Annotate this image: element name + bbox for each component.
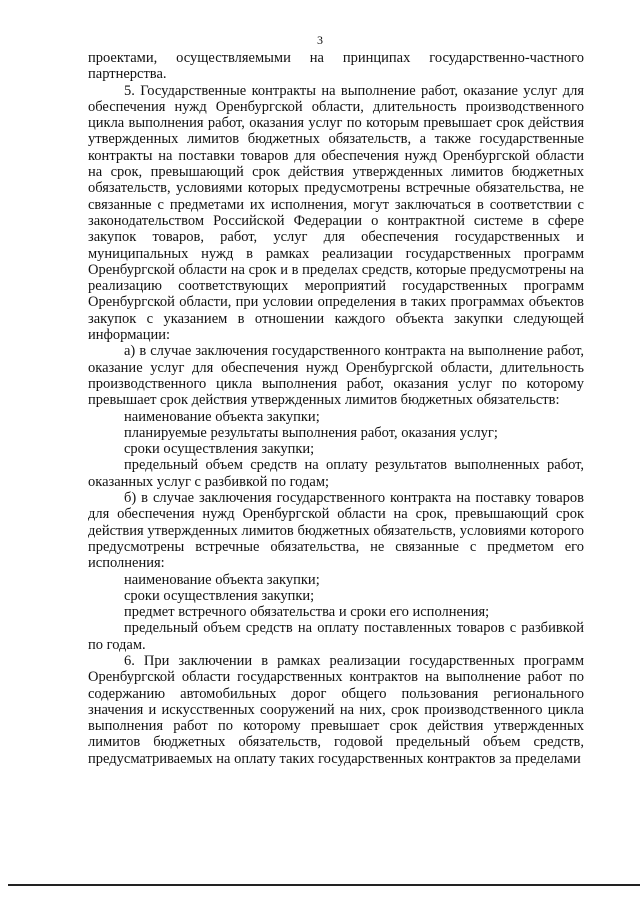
- list-item: предельный объем средств на оплату результатов выполненных работ, оказанных услуг с разбивкой по годам;: [88, 457, 584, 490]
- paragraph-subclause-b: б) в случае заключения государственного контракта на поставку товаров для обеспечения нужд Оренбургской области на срок, превышающий срок действия утвержденных лимитов бюджетных обязательств, условиями которого предусмотрены встречные обязательства, не связанные с предметом его исполнения:: [88, 490, 584, 572]
- list-item: планируемые результаты выполнения работ, оказания услуг;: [124, 424, 498, 441]
- list-item: предмет встречного обязательства и сроки его исполнения;: [124, 604, 490, 621]
- list-item: наименование объекта закупки;: [124, 408, 320, 425]
- paragraph-subclause-a: а) в случае заключения государственного контракта на выполнение работ, оказание услуг для обеспечения нужд Оренбургской области, длительность производственного цикла выполнения работ, оказания услуг по которому превышает срок действия утвержденных лимитов бюджетных обязательств:: [88, 343, 584, 409]
- paragraph-clause-5: 5. Государственные контракты на выполнение работ, оказание услуг для обеспечения нужд Оренбургской области, длительность производственного цикла выполнения работ, оказания услуг по которым превышает срок действия утвержденных лимитов бюджетных обязательств, а также государственные контракты на поставки товаров для обеспечения нужд Оренбургской области на срок, превышающий срок действия утвержденных лимитов бюджетных обязательств, условиями которых предусмотрены встречные обязательства, не связанные с предметами их исполнения, могут заключаться в соответствии с законодательством Российской Федерации о контрактной системе в сфере закупок товаров, работ, услуг для обеспечения государственных и муниципальных нужд в рамках реализации государственных программ Оренбургской области на срок и в пределах средств, которые предусмотрены на реализацию соответствующих мероприятий государственных программ Оренбургской области, при условии определения в таких программах объектов закупок с указанием в отношении каждого объекта закупки следующей информации:: [88, 82, 584, 344]
- page-number: 3: [317, 33, 323, 47]
- document-body: [88, 50, 584, 767]
- list-item: предельный объем средств на оплату поставленных товаров с разбивкой по годам.: [88, 620, 584, 653]
- list-item: сроки осуществления закупки;: [124, 441, 315, 458]
- paragraph-clause-6: 6. При заключении в рамках реализации государственных программ Оренбургской области государственных контрактов на выполнение работ по содержанию автомобильных дорог общего пользования регионального значения и искусственных сооружений на них, срок производственного цикла выполнения работ по которому превышает срок действия утвержденных лимитов бюджетных обязательств, годовой предельный объем средств, предусматриваемых на оплату таких государственных контрактов за пределами: [88, 652, 584, 767]
- bottom-rule: [8, 884, 640, 886]
- paragraph-continuation: проектами, осуществляемыми на принципах государственно-частного партнерства.: [88, 50, 584, 83]
- list-item: наименование объекта закупки;: [124, 571, 320, 588]
- list-item: сроки осуществления закупки;: [124, 587, 315, 604]
